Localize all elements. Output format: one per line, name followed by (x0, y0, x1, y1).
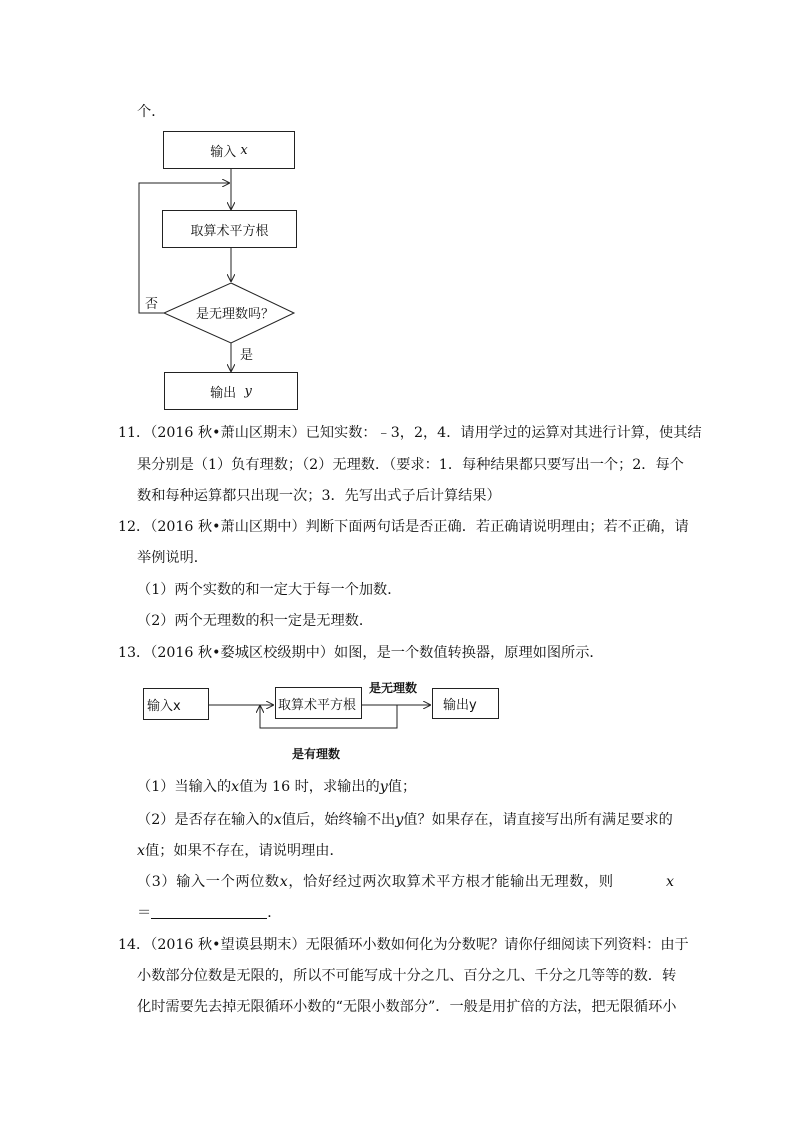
text-fragment: 个． (137, 104, 166, 120)
q13-part-3-line-2: ＝ ． (137, 905, 282, 921)
flow-output-box (164, 372, 298, 410)
flow-no-label: 否 (145, 297, 159, 312)
q13-connectors (200, 690, 450, 740)
q13-part-2: （2）是否存在输入的x值后，始终输不出y值？如果存在，请直接写出所有满足要求的 (137, 812, 673, 828)
flow-output-var: y (244, 383, 252, 399)
q14-line-3: 化时需要先去掉无限循环小数的“无限小数部分”．一般是用扩倍的方法，把无限循环小 (137, 999, 677, 1015)
q13-part-3: （3）输入一个两位数x，恰好经过两次取算术平方根才能输出无理数，则 (137, 874, 614, 890)
flow-sqrt-box: 取算术平方根 (162, 210, 297, 248)
q13-rational-label: 是有理数 (292, 747, 341, 761)
flow-input-var: x (240, 142, 248, 158)
flow-yes-label: 是 (240, 348, 254, 363)
q12-line-1: 12．（2016 秋•萧山区期中）判断下面两句话是否正确．若正确请说明理由；若不正确，请 (118, 519, 689, 535)
flow-input-label: 输入 (210, 144, 237, 160)
q13-input-box: 输入x (143, 688, 209, 720)
q12-line-2: 举例说明． (137, 550, 208, 566)
q11-line-2: 果分别是（1）负有理数；（2）无理数．（要求：1．每种结果都只要写出一个；2．每个 (137, 457, 684, 473)
q13-part-3-var-end: x (666, 874, 675, 890)
flow-decision-text: 是无理数吗？ (195, 307, 274, 322)
q11-line-1: 11．（2016 秋•萧山区期末）已知实数：﹣3，2，4．请用学过的运算对其进行计算，使其结 (118, 425, 702, 441)
q13-line-1: 13．（2016 秋•婺城区校级期中）如图，是一个数值转换器，原理如图所示． (118, 645, 604, 661)
q11-line-3: 数和每种运算都只出现一次；3．先写出式子后计算结果） (137, 488, 501, 504)
answer-blank[interactable] (151, 904, 267, 919)
q13-irrational-label: 是无理数 (369, 681, 418, 695)
q12-item-1: （1）两个实数的和一定大于每一个加数． (137, 582, 402, 598)
q13-sqrt-box: 取算术平方根 (275, 687, 362, 719)
q13-part-1: （1）当输入的x值为 16 时，求输出的y值； (137, 779, 417, 795)
flow-output-label: 输出 (210, 385, 237, 401)
q14-line-1: 14．（2016 秋•望谟县期末）无限循环小数如何化为分数呢？请你仔细阅读下列资料：由于 (118, 937, 689, 953)
q12-item-2: （2）两个无理数的积一定是无理数． (137, 613, 374, 629)
q14-line-2: 小数部分位数是无限的，所以不可能写成十分之几、百分之几、千分之几等等的数．转 (137, 968, 677, 984)
q13-part-2-line-2: x值；如果不存在，请说明理由． (137, 843, 344, 859)
q13-output-box: 输出y (432, 688, 499, 719)
